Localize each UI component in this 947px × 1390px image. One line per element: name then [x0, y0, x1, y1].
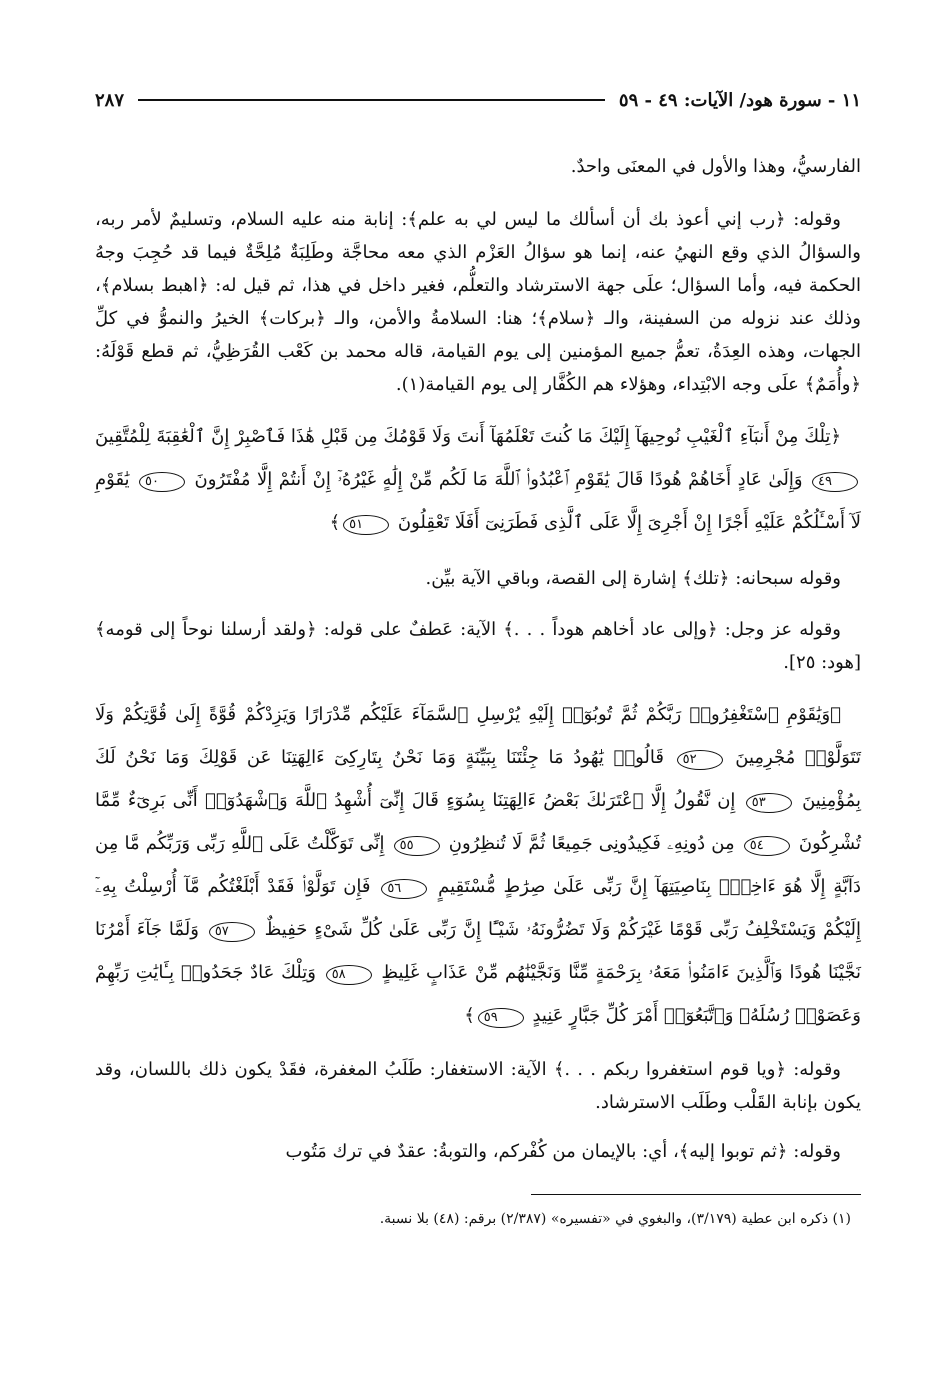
- quran-block: [95, 415, 861, 544]
- footnote: (١) ذكره ابن عطية (٣/١٧٩)، والبغوي في «تفسيره» (٢/٣٨٧) برقم: (٤٨) بلا نسبة.: [379, 1211, 851, 1227]
- page-number: ٢٨٧: [95, 89, 125, 111]
- verse-number-marker: ٥٩: [478, 1008, 524, 1028]
- quran-block: [95, 693, 861, 1037]
- paragraph: وقوله سبحانه: ﴿تلك﴾ إشارة إلى القصة، وباقي الآية بيِّن.: [425, 568, 841, 589]
- verse-number-marker: ٥٣: [746, 793, 792, 813]
- verse: إِن نَّقُولُ إِلَّا ٱعْتَرَىٰكَ بَعْضُ ءَالِهَتِنَا بِسُوٓءٍ قَالَ إِنِّىٓ أُشْهِدُ ٱللَّهَ وَٱشْهَدُوٓا۟ أَنِّى بَرِىٓءٌ مِّمَّا تُشْرِكُونَ: [95, 790, 861, 854]
- verse: ﴿تِلْكَ مِنْ أَنبَآءِ ٱلْغَيْبِ نُوحِيهَآ إِلَيْكَ مَا كُنتَ تَعْلَمُهَآ أَنتَ وَلَا قَوْمُكَ مِن قَبْلِ هَٰذَا فَٱصْبِرْ إِنَّ ٱلْعَٰقِبَةَ لِلْمُتَّقِينَ: [95, 426, 841, 447]
- paragraph: وقوله عز وجل: ﴿وإلى عاد أخاهم هوداً . . .﴾ الآية: عَطفٌ على قوله: ﴿ولقد أرسلنا نوحاً إلى قومه﴾ [هود: ٢٥].: [95, 619, 861, 673]
- verse-number-marker: ٥٨: [326, 965, 372, 985]
- verse-number-marker: ٥٢: [677, 750, 723, 770]
- verse: مِن دُونِهِۦ فَكِيدُونِى جَمِيعًا ثُمَّ لَا تُنظِرُونِ: [448, 833, 735, 854]
- verse-number-marker: ٥٦: [381, 879, 427, 899]
- verse-number-marker: ٥٧: [209, 922, 255, 942]
- verse-number-marker: ٥٠: [139, 472, 185, 492]
- verse: إِنِّى تَوَكَّلْتُ عَلَى ٱللَّهِ رَبِّى وَرَبِّكُم مَّا مِن دَآبَّةٍ إِلَّا هُوَ ءَاخِذٌۢ بِنَاصِيَتِهَآ إِنَّ رَبِّى عَلَىٰ صِرَٰطٍ مُّسْتَقِيمٍ: [95, 833, 862, 897]
- verse-number-marker: ٤٩: [812, 472, 858, 492]
- verse: وَلَمَّا جَآءَ أَمْرُنَا نَجَّيْنَا هُودًا وَٱلَّذِينَ ءَامَنُوا۟ مَعَهُۥ بِرَحْمَةٍ مِّنَّا وَنَجَّيْنَٰهُم مِّنْ عَذَابٍ غَلِيظٍ: [95, 919, 861, 983]
- paragraph: وقوله: ﴿ثم توبوا إليه﴾، أي: بالإيمان من كُفْركم، والتوبةُ: عقدٌ في ترك مَتُوب: [285, 1141, 841, 1162]
- header-rule: [138, 99, 605, 101]
- paragraph: الفارسيُّ، وهذا والأول في المعنَى واحدٌ.: [570, 156, 861, 177]
- verse: وَتِلْكَ عَادٌ جَحَدُوا۟ بِـَٔايَٰتِ رَبِّهِمْ وَعَصَوْا۟ رُسُلَهُۥ وَٱتَّبَعُوٓا۟ أَمْرَ كُلِّ جَبَّارٍ عَنِيدٍ: [95, 962, 861, 1026]
- page-header: [95, 80, 861, 120]
- closing-bracket: ﴾: [329, 512, 341, 533]
- verse-number-marker: ٥١: [343, 515, 389, 535]
- paragraph: وقوله: ﴿ويا قوم استغفروا ربكم . . .﴾ الآية: الاستغفار: طَلَبُ المغفرة، فقَدْ يكون ذلك باللسان، وقد يكون بإنابة القَلْب وطَلَب الاسترشاد.: [95, 1059, 861, 1113]
- footnote-rule: [531, 1194, 861, 1195]
- verse: فَإِن تَوَلَّوْا۟ فَقَدْ أَبْلَغْتُكُم مَّآ أُرْسِلْتُ بِهِۦٓ إِلَيْكُمْ وَيَسْتَخْلِفُ رَبِّى قَوْمًا غَيْرَكُمْ وَلَا تَضُرُّونَهُۥ شَيْـًٔا إِنَّ رَبِّى عَلَىٰ كُلِّ شَىْءٍ حَفِيظٌ: [95, 876, 861, 940]
- verse: وَإِلَىٰ عَادٍ أَخَاهُمْ هُودًا قَالَ يَٰقَوْمِ ٱعْبُدُوا۟ ٱللَّهَ مَا لَكُم مِّنْ إِلَٰهٍ غَيْرُهُۥٓ إِنْ أَنتُمْ إِلَّا مُفْتَرُونَ: [194, 469, 803, 490]
- verse-number-marker: ٥٥: [394, 836, 440, 856]
- paragraph: وقوله: ﴿رب إني أعوذ بك أن أسألك ما ليس لي به علم﴾: إنابة منه عليه السلام، وتسليمٌ لأمر ربه، والسؤالُ الذي وقع النهيُ عنه، إنما هو سؤالُ العَزْم الذي معه محاجَّة وطَلِبَةٌ مُلِحَّةٌ فيما قد حُجِبَ وجهُ الحكمة فيه، وأما السؤال؛ علَى جهة الاسترشاد والتعلُّم، فغير داخل في هذا، ثم قيل له: ﴿اهبط بسلام﴾، وذلك عند نزوله من السفينة، والـ ﴿سلام﴾؛ هنا: السلامةُ والأمن، والـ ﴿بركات﴾ الخيرُ والنموُّ في كلِّ الجهات، وهذه العِدَةُ، تعمُّ جميع المؤمنين إلى يوم القيامة، قاله محمد بن كَعْب القُرَظِيُّ، ثم قطع قَوْلَهُ: ﴿وأُمَمٌ﴾ علَى وجه الابْتِداء، وهؤلاء هم الكُفَّار إلى يوم القيامة(١).: [95, 209, 861, 395]
- book-page: [95, 80, 861, 1231]
- closing-bracket: ﴾: [464, 1005, 475, 1026]
- verse: قَالُوا۟ يَٰهُودُ مَا جِئْتَنَا بِبَيِّنَةٍ وَمَا نَحْنُ بِتَارِكِىٓ ءَالِهَتِنَا عَن قَوْلِكَ وَمَا نَحْنُ لَكَ بِمُؤْمِنِينَ: [95, 747, 861, 811]
- verse: يَٰقَوْمِ لَآ أَسْـَٔلُكُمْ عَلَيْهِ أَجْرًا إِنْ أَجْرِىَ إِلَّا عَلَى ٱلَّذِى فَطَرَنِىٓ أَفَلَا تَعْقِلُونَ: [95, 469, 861, 533]
- running-title: ١١ - سورة هود/ الآيات: ٤٩ - ٥٩: [618, 89, 861, 111]
- verse-number-marker: ٥٤: [744, 836, 790, 856]
- verse: ﴿وَيَٰقَوْمِ ٱسْتَغْفِرُوا۟ رَبَّكُمْ ثُمَّ تُوبُوٓا۟ إِلَيْهِ يُرْسِلِ ٱلسَّمَآءَ عَلَيْكُم مِّدْرَارًا وَيَزِدْكُمْ قُوَّةً إِلَىٰ قُوَّتِكُمْ وَلَا تَتَوَلَّوْا۟ مُجْرِمِينَ: [95, 704, 861, 768]
